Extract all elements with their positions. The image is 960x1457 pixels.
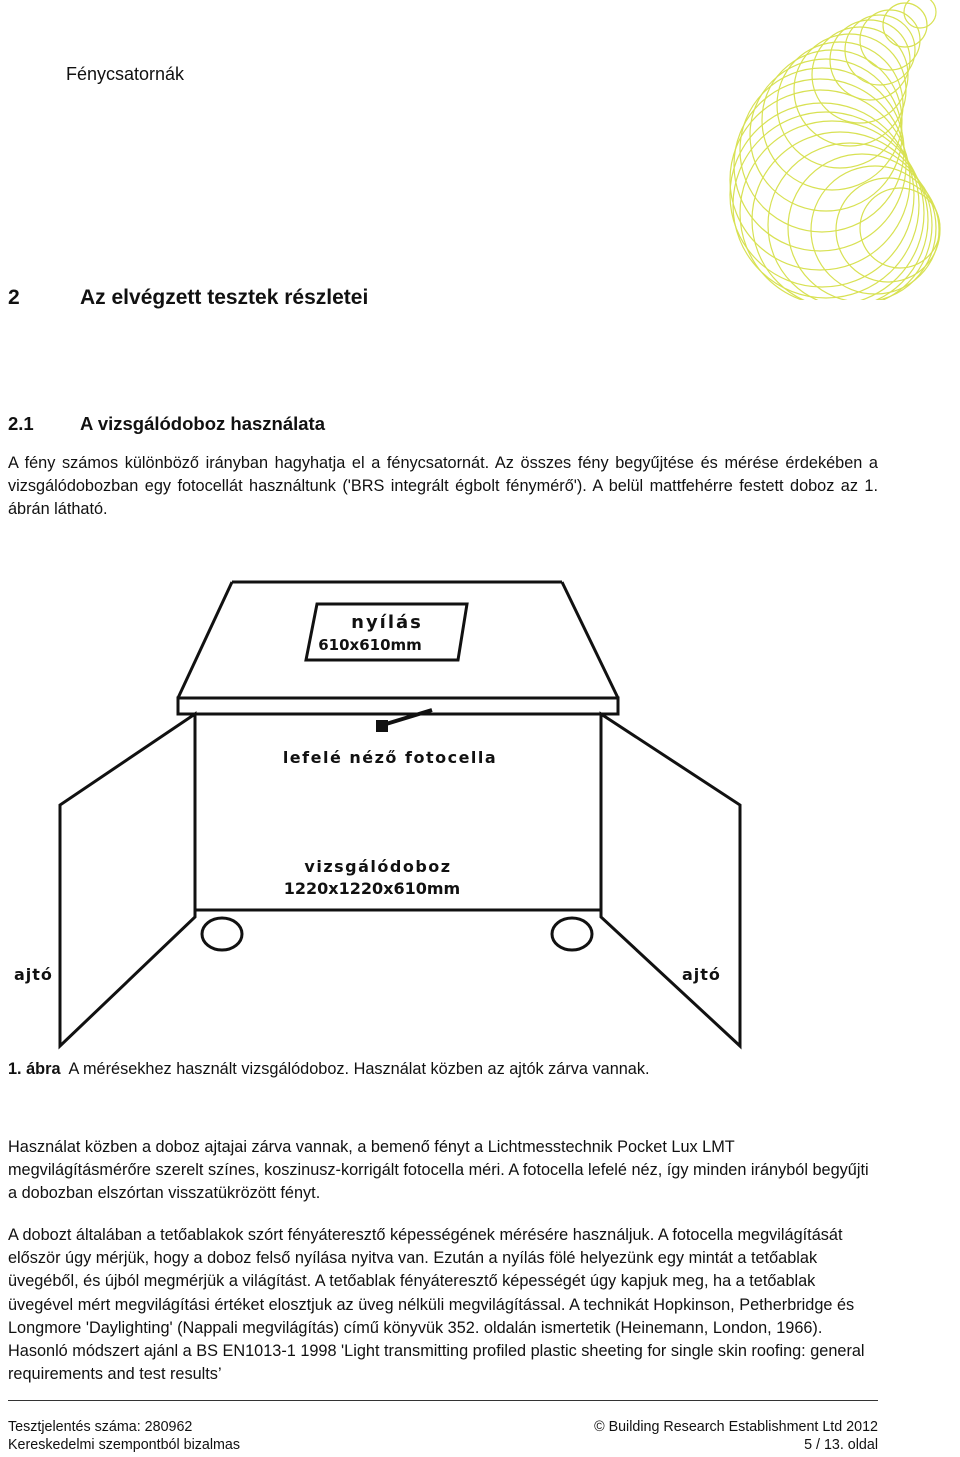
box-front-top-band [178,698,618,714]
box-top-left-edge [178,582,232,698]
photocell-sensor [376,720,388,732]
box-size: 1220x1220x610mm [283,879,461,898]
section-heading [8,286,368,310]
footer-report-number: Tesztjelentés száma: 280962 [8,1419,193,1435]
footer-copyright: © Building Research Establishment Ltd 2012 [594,1419,878,1435]
door-label-right: ajtó [682,965,721,984]
test-box-diagram [0,560,960,1060]
door-label-left: ajtó [14,965,53,984]
left-wheel [202,918,242,950]
footer-page-number: 5 / 13. oldal [804,1437,878,1453]
subsection-number: 2.1 [8,413,34,434]
section-number: 2 [8,286,20,309]
footer-confidential: Kereskedelmi szempontból bizalmas [8,1437,241,1453]
figure-caption-text: A mérésekhez használt vizsgálódoboz. Használat közben az ajtók zárva vannak. [68,1060,650,1078]
photocell-arm [386,710,432,724]
footer-divider [8,1400,878,1401]
right-door [601,714,740,1046]
figure-caption [8,1060,650,1079]
box-top-right-edge [562,582,618,698]
usage-paragraph: Használat közben a doboz ajtajai zárva vannak, a bemenő fényt a Lichtmesstechnik Pocket Lux LMT megvilágításmérőre szerelt színes, koszinusz-korrigált fotocella méri. A fotocella lefelé néz, így minden irányból begyűjti a dobozban elszórtan visszatükrözött fényt. [8,1138,869,1203]
subsection-heading [8,413,325,435]
box-label: vizsgálódoboz [304,857,452,876]
section-title: Az elvégzett tesztek részletei [80,286,369,309]
photocell-label: lefelé néző fotocella [282,748,498,767]
running-header: Fénycsatornák [66,64,185,84]
opening-label: nyílás [351,612,423,633]
subsection-title: A vizsgálódoboz használata [80,413,325,434]
left-door [60,714,195,1046]
right-wheel [552,918,592,950]
figure-caption-label: 1. ábra [8,1060,61,1078]
opening-size: 610x610mm [318,636,422,654]
intro-paragraph: A fény számos különböző irányban hagyhatja el a fénycsatornát. Az összes fény begyűjtése és mérése érdekében a vizsgálódobozban egy fotocellát használtunk ('BRS integrált égbolt fénymérő'). A belül mattfehérre festett doboz az 1. ábrán látható. [8,454,878,519]
bre-swirl-logo [720,0,960,300]
method-paragraph: A dobozt általában a tetőablakok szórt fényáteresztő képességének mérésére használjuk. A fotocella megvilágítását először úgy mérjük, hogy a doboz felső nyílása nyitva van. Ezután a nyílás fölé helyezünk egy mintát a tetőablak üvegéből, és újból megmérjük a világítást. A tetőablak fényáteresztő képességét úgy kapjuk meg, ha a tetőablak üvegével mért megvilágítási értéket elosztjuk az üveg nélküli megvilágítással. A technikát Hopkinson, Petherbridge és Longmore 'Daylighting' (Nappali megvilágítás) című könyvük 352. oldalán ismertetik (Heinemann, London, 1966). Hasonló módszert ajánl a BS EN1013-1 1998 'Light transmitting profiled plastic sheeting for single skin roofing: general requirements and test results’ [8,1226,865,1384]
